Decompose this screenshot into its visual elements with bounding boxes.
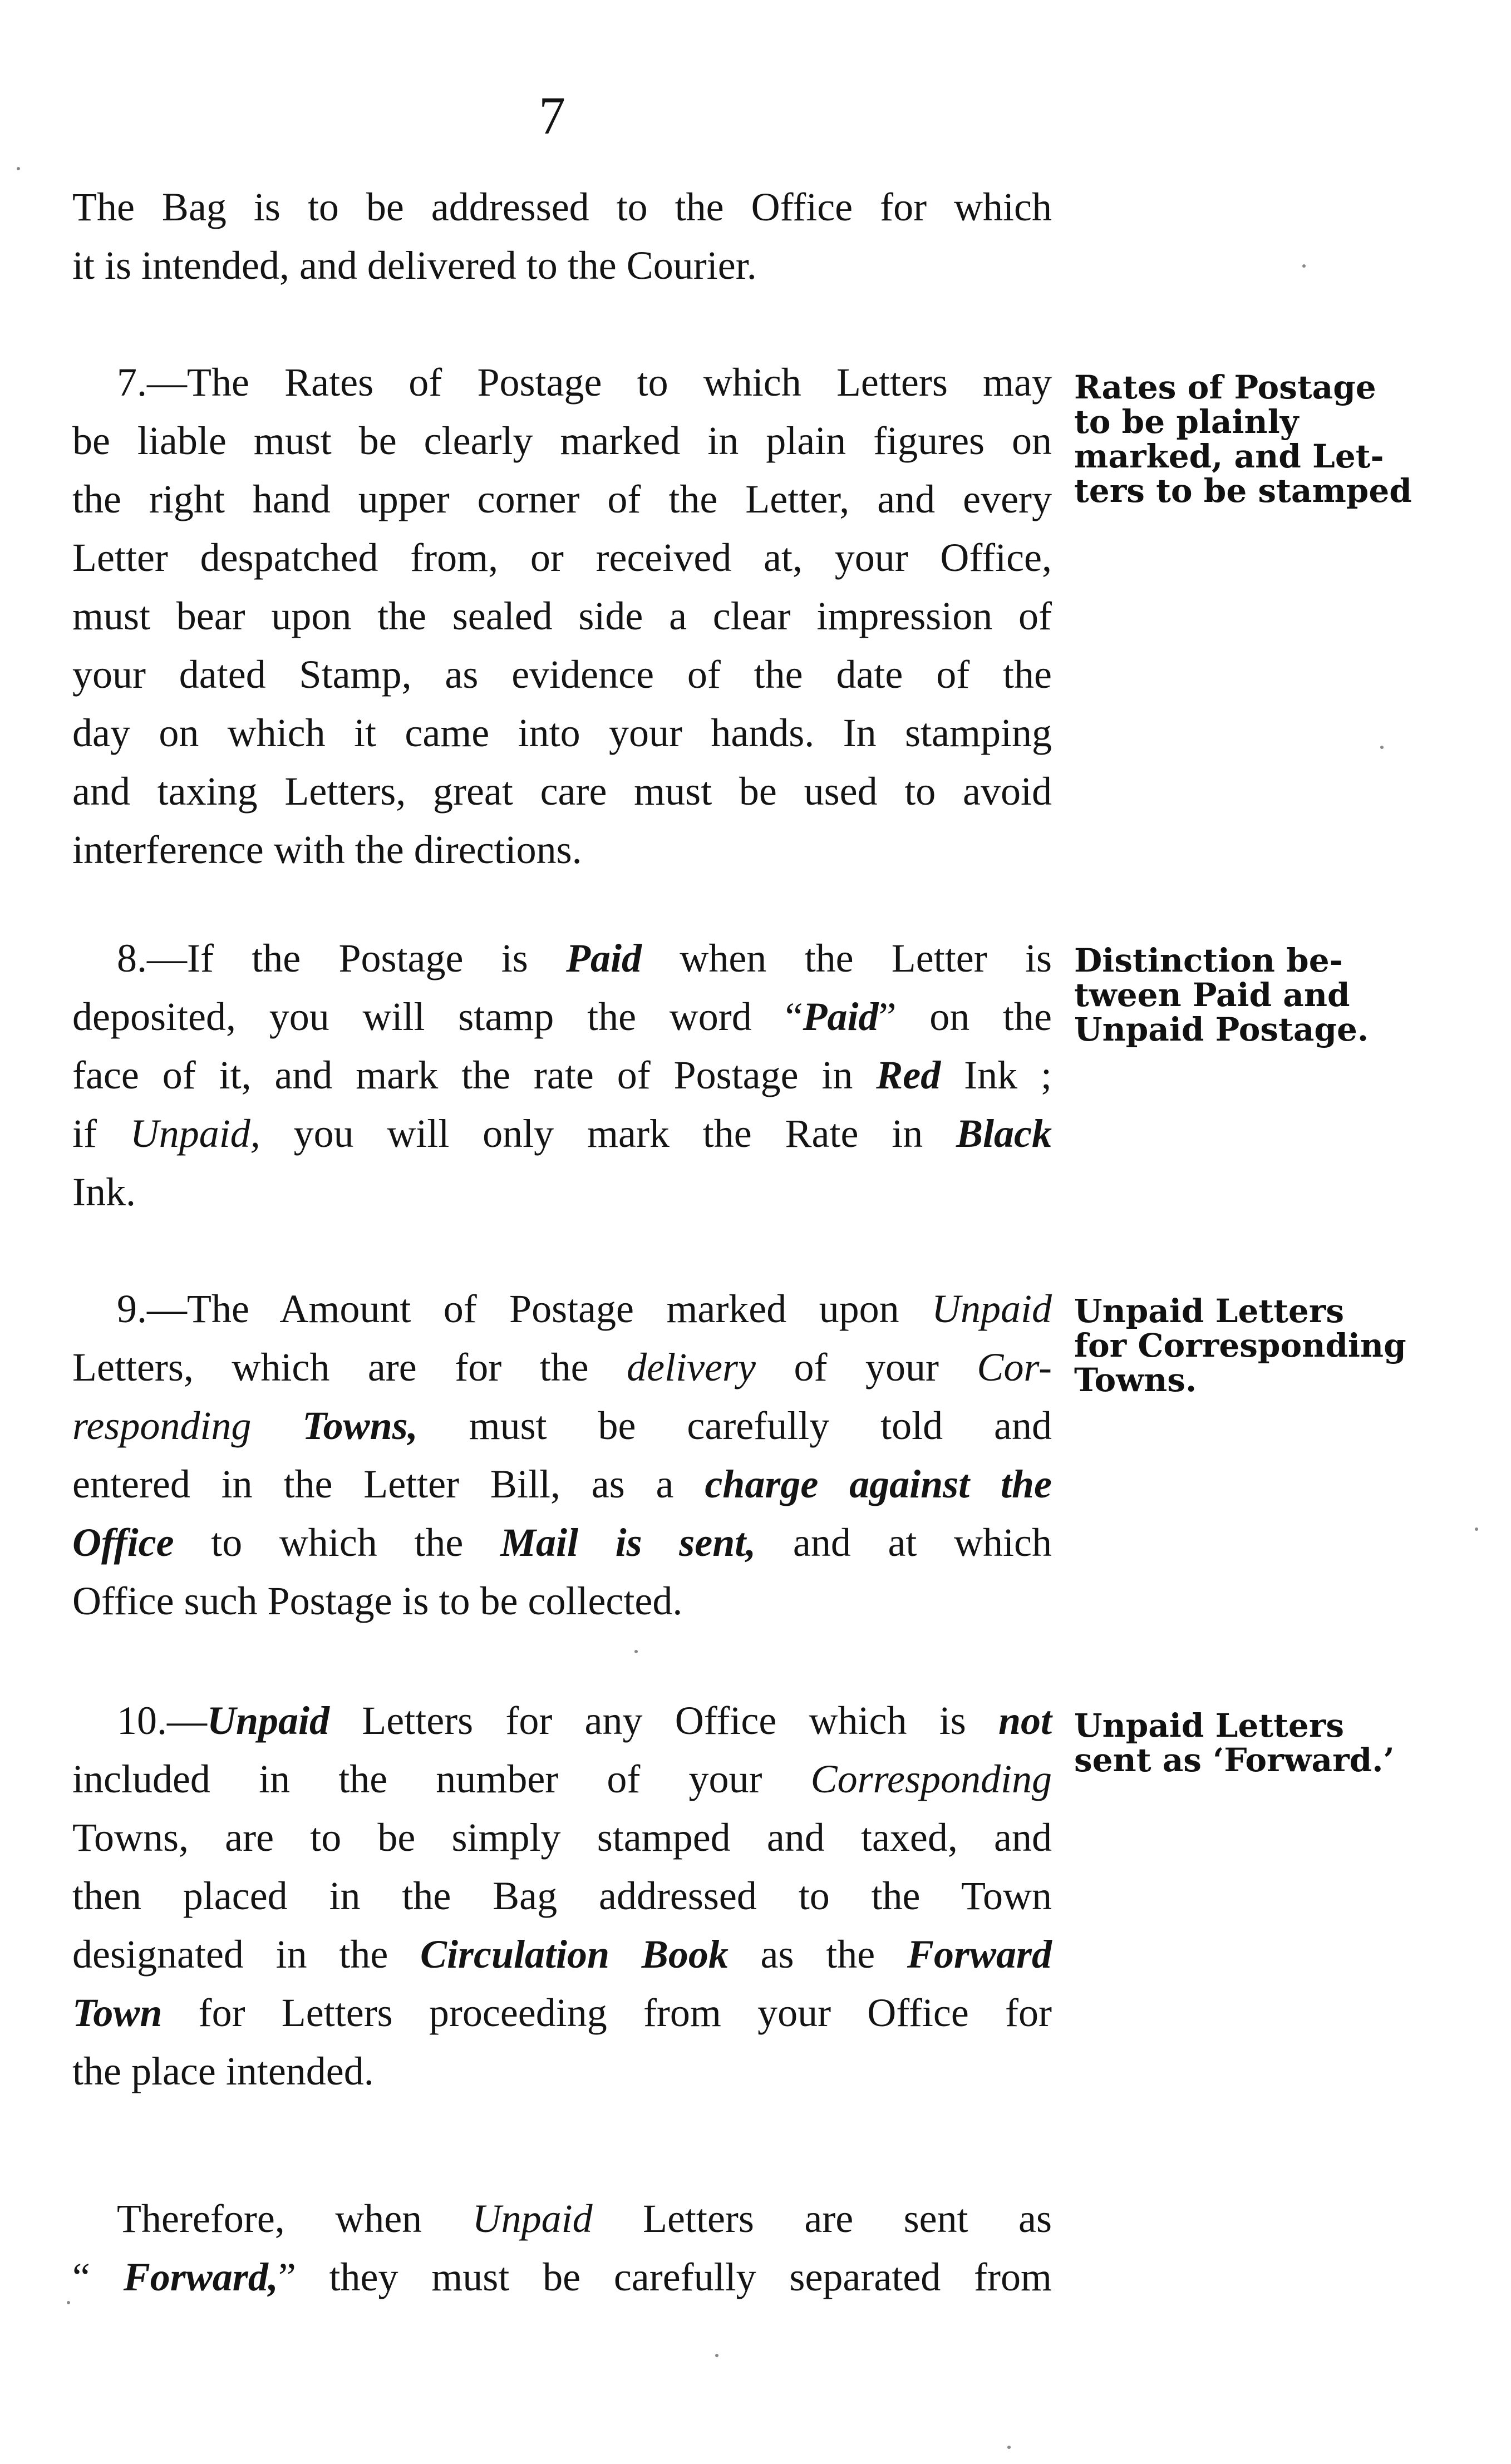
text-line: then placed in the Bag addressed to the Town [72, 1874, 1052, 1918]
text-segment: Ink ; [941, 1053, 1052, 1097]
text-segment: face of it, and mark the rate of Postage in [72, 1053, 877, 1097]
emphasis-corresponding: responding [72, 1403, 252, 1448]
text-segment: ” on the [878, 994, 1052, 1039]
text-line [72, 1280, 1052, 1338]
text-segment: 10.— [117, 1698, 207, 1743]
emphasis-forward: Forward, [123, 2255, 278, 2299]
marginal-note-line: Distinction be- [1074, 942, 1343, 979]
print-speck [1380, 746, 1384, 749]
marginal-note-line: Unpaid Letters [1074, 1292, 1345, 1330]
emphasis-town: Town [72, 1990, 163, 2035]
marginal-note-line: Towns. [1074, 1361, 1197, 1399]
text-line [72, 1455, 1052, 1514]
text-segment: Letters for any Office which is [329, 1698, 998, 1743]
text-line [72, 1692, 1052, 1750]
text-segment: and at which [756, 1520, 1052, 1565]
text-line: Office such Postage is to be collected. [72, 1579, 683, 1623]
text-segment: deposited, you will stamp the word “ [72, 994, 803, 1039]
marginal-note-unpaid-corresponding [1074, 1294, 1475, 1397]
text-segment: as the [728, 1932, 907, 1977]
print-speck [715, 2354, 718, 2357]
text-line: Letter despatched from, or received at, your Office, [72, 535, 1052, 580]
emphasis-corresponding: Cor- [977, 1345, 1052, 1389]
text-segment: must be carefully told and [417, 1403, 1052, 1448]
emphasis-mail-sent: Mail is sent, [500, 1520, 756, 1565]
marginal-note-line: marked, and Let- [1074, 437, 1384, 475]
print-speck [1475, 1527, 1478, 1531]
text-line: it is intended, and delivered to the Courier. [72, 243, 757, 288]
text-segment: of your [755, 1345, 977, 1389]
emphasis-circulation-book: Circulation Book [420, 1932, 729, 1977]
text-line: be liable must be clearly marked in plain figures on [72, 418, 1052, 463]
marginal-note-line: to be plainly [1074, 403, 1299, 441]
text-line: 7.—The Rates of Postage to which Letters may [117, 360, 1052, 405]
emphasis-charge: charge against the [705, 1462, 1052, 1506]
emphasis-office: Office [72, 1520, 174, 1565]
text-line: The Bag is to be addressed to the Office for which [72, 185, 1052, 229]
marginal-note-line: Rates of Postage [1074, 368, 1376, 406]
text-segment: Letters are sent as [592, 2196, 1052, 2241]
text-segment: 8.—If the Postage is [117, 936, 567, 980]
marginal-note-line: sent as ‘Forward.’ [1074, 1741, 1395, 1779]
emphasis-unpaid: Unpaid [472, 2196, 593, 2241]
text-segment: designated in the [72, 1932, 420, 1977]
emphasis-not: not [998, 1698, 1052, 1743]
text-line [72, 1925, 1052, 1984]
text-line: must bear upon the sealed side a clear impression of [72, 594, 1052, 638]
marginal-note-distinction [1074, 943, 1475, 1047]
section-7 [72, 353, 1052, 879]
emphasis-unpaid: Unpaid, [130, 1111, 260, 1156]
section-8 [72, 929, 1052, 1221]
text-segment: Letters, which are for the [72, 1345, 627, 1389]
text-line: the right hand upper corner of the Letter, and every [72, 477, 1052, 521]
section-9 [72, 1280, 1052, 1630]
text-line [72, 988, 1052, 1046]
print-speck [1302, 264, 1306, 268]
marginal-note-line: Unpaid Letters [1074, 1707, 1345, 1744]
text-line [72, 1750, 1052, 1808]
text-line [72, 2190, 1052, 2248]
emphasis-forward: Forward [907, 1932, 1052, 1977]
print-speck [634, 1650, 638, 1653]
emphasis-red: Red [876, 1053, 941, 1097]
print-speck [67, 2301, 70, 2304]
text-segment: you will only mark the Rate in [260, 1111, 957, 1156]
text-segment: “ [72, 2255, 124, 2299]
print-speck [17, 167, 20, 170]
text-line: your dated Stamp, as evidence of the date of the [72, 652, 1052, 697]
text-line: Ink. [72, 1170, 136, 1214]
emphasis-unpaid: Unpaid [932, 1287, 1052, 1331]
section-10 [72, 1692, 1052, 2101]
text-line [72, 1338, 1052, 1397]
print-speck [1007, 2446, 1011, 2449]
text-segment: for Letters proceeding from your Office for [162, 1990, 1052, 2035]
text-segment: entered in the Letter Bill, as a [72, 1462, 705, 1506]
text-line: the place intended. [72, 2049, 374, 2093]
text-line [72, 1984, 1052, 2042]
text-line [72, 1514, 1052, 1572]
page-number: 7 [539, 86, 565, 145]
marginal-note-line: tween Paid and [1074, 976, 1350, 1014]
marginal-note-line: ters to be stamped [1074, 472, 1412, 510]
emphasis-towns: Towns, [251, 1403, 418, 1448]
marginal-note-forward [1074, 1708, 1475, 1777]
emphasis-black: Black [956, 1111, 1052, 1156]
text-segment: to which the [174, 1520, 500, 1565]
text-segment: when the Letter is [642, 936, 1052, 980]
text-segment: 9.—The Amount of Postage marked upon [117, 1287, 932, 1331]
text-line: interference with the directions. [72, 827, 582, 872]
emphasis-paid: Paid [803, 994, 879, 1039]
text-line [72, 1397, 1052, 1455]
text-line [72, 1105, 1052, 1163]
text-segment: included in the number of your [72, 1757, 811, 1801]
emphasis-paid: Paid [566, 936, 642, 980]
marginal-note-rates-of-postage [1074, 370, 1475, 508]
emphasis-corresponding: Corresponding [810, 1757, 1052, 1801]
marginal-note-line: Unpaid Postage. [1074, 1011, 1369, 1048]
text-line [72, 2248, 1052, 2307]
text-line [72, 929, 1052, 988]
text-segment: Therefore, when [117, 2196, 473, 2241]
text-segment: ” they must be carefully separated from [278, 2255, 1052, 2299]
text-line [72, 1046, 1052, 1105]
emphasis-delivery: delivery [627, 1345, 756, 1389]
text-segment: if [72, 1111, 130, 1156]
text-line: day on which it came into your hands. In stamping [72, 711, 1052, 755]
paragraph-6-end [72, 178, 1052, 295]
closing-paragraph [72, 2190, 1052, 2307]
emphasis-unpaid: Unpaid [207, 1698, 330, 1743]
text-line: and taxing Letters, great care must be used to avoid [72, 769, 1052, 814]
text-line: Towns, are to be simply stamped and taxed, and [72, 1815, 1052, 1860]
marginal-note-line: for Corresponding [1074, 1327, 1406, 1364]
